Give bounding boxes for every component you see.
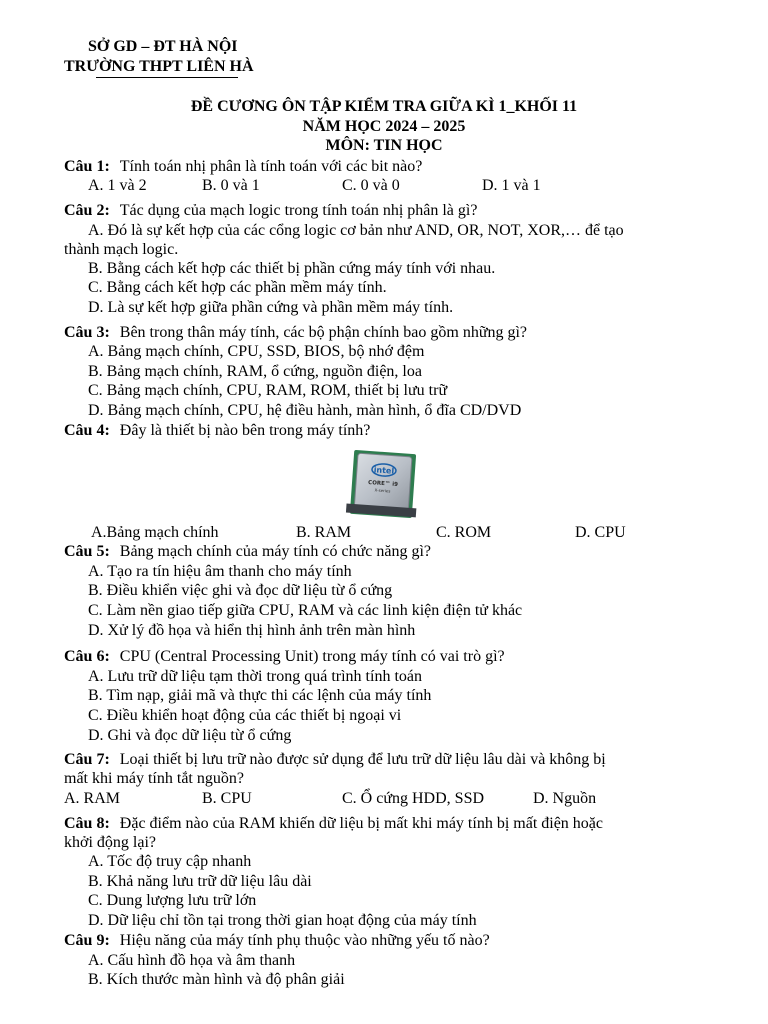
q6-option-d: D. Ghi và đọc dữ liệu từ ổ cứng [88,727,292,744]
question-number: Câu 7: [64,751,110,768]
q7-option-d: D. Nguồn [533,790,597,807]
question-number: Câu 5: [64,543,110,560]
question-5 [64,542,431,561]
department-name: SỞ GD – ĐT HÀ NỘI [88,38,238,55]
q2-option-a: A. Đó là sự kết hợp của các cổng logic cơ bản như AND, OR, NOT, XOR,… để tạo [88,222,624,239]
q1-option-a: A. 1 và 2 [88,177,147,194]
question-number: Câu 2: [64,202,110,219]
question-9 [64,931,490,950]
q8-option-b: B. Khả năng lưu trữ dữ liệu lâu dài [88,873,312,890]
q8-option-c: C. Dung lượng lưu trữ lớn [88,892,257,909]
q7-option-a: A. RAM [64,790,121,807]
cpu-chip-image [344,446,422,522]
question-number: Câu 6: [64,648,110,665]
subject: MÔN: TIN HỌC [325,137,443,154]
question-number: Câu 1: [64,158,110,175]
q7-text-cont: mất khi máy tính tắt nguồn? [64,770,244,787]
q3-option-d: D. Bảng mạch chính, CPU, hệ điều hành, màn hình, ổ đĩa CD/DVD [88,402,522,419]
question-text: Hiệu năng của máy tính phụ thuộc vào những yếu tố nào? [119,932,490,949]
chip-series: X-series [374,487,391,494]
question-text: Tính toán nhị phân là tính toán với các bit nào? [119,158,423,175]
q3-option-c: C. Bảng mạch chính, CPU, RAM, ROM, thiết bị lưu trữ [88,382,448,399]
cpu-chip-icon [344,446,422,522]
chip-brand: intel [373,465,395,476]
q9-option-a: A. Cấu hình đồ họa và âm thanh [88,952,296,969]
q1-option-b: B. 0 và 1 [202,177,260,194]
q2-option-c: C. Bằng cách kết hợp các phần mềm máy tính. [88,279,387,296]
chip-model: CORE™ i9 [367,479,399,489]
q4-option-b: B. RAM [296,524,352,541]
question-4 [64,421,370,440]
q1-option-d: D. 1 và 1 [482,177,541,194]
q1-option-c: C. 0 và 0 [342,177,400,194]
question-text: Tác dụng của mạch logic trong tính toán nhị phân là gì? [119,202,478,219]
q3-option-b: B. Bảng mạch chính, RAM, ổ cứng, nguồn điện, loa [88,363,422,380]
question-text: Bảng mạch chính của máy tính có chức năng gì? [119,543,432,560]
question-number: Câu 8: [64,815,110,832]
question-number: Câu 9: [64,932,110,949]
doc-title: ĐỀ CƯƠNG ÔN TẬP KIỂM TRA GIỮA KÌ 1_KHỐI 11 [190,98,578,115]
q8-option-d: D. Dữ liệu chỉ tồn tại trong thời gian hoạt động của máy tính [88,912,477,929]
q5-option-a: A. Tạo ra tín hiệu âm thanh cho máy tính [88,563,352,580]
q8-option-a: A. Tốc độ truy cập nhanh [88,853,252,870]
question-2 [64,201,477,220]
q5-option-b: B. Điều khiển việc ghi và đọc dữ liệu từ ổ cứng [88,582,393,599]
question-number: Câu 4: [64,422,110,439]
question-text: Đặc điểm nào của RAM khiến dữ liệu bị mất khi máy tính bị mất điện hoặc [119,815,604,832]
question-number: Câu 3: [64,324,110,341]
question-6 [64,647,505,666]
q4-option-d: D. CPU [575,524,626,541]
question-3 [64,323,527,342]
q7-option-b: B. CPU [202,790,252,807]
q8-text-cont: khởi động lại? [64,834,156,851]
q4-option-c: C. ROM [436,524,492,541]
q9-option-b: B. Kích thước màn hình và độ phân giải [88,971,345,988]
q2-option-d: D. Là sự kết hợp giữa phần cứng và phần mềm máy tính. [88,299,454,316]
question-7 [64,750,606,769]
question-1 [64,157,422,176]
question-text: Đây là thiết bị nào bên trong máy tính? [119,422,371,439]
q6-option-a: A. Lưu trữ dữ liệu tạm thời trong quá trình tính toán [88,668,422,685]
q2-option-b: B. Bằng cách kết hợp các thiết bị phần cứng máy tính với nhau. [88,260,496,277]
school-year: NĂM HỌC 2024 – 2025 [302,118,466,135]
q2-option-a-cont: thành mạch logic. [64,241,179,258]
question-text: Loại thiết bị lưu trữ nào được sử dụng để lưu trữ dữ liệu lâu dài và không bị [119,751,606,768]
header-underline [96,77,238,78]
q3-option-a: A. Bảng mạch chính, CPU, SSD, BIOS, bộ nhớ đệm [88,343,425,360]
q5-option-d: D. Xử lý đồ họa và hiển thị hình ảnh trên màn hình [88,622,416,639]
q5-option-c: C. Làm nền giao tiếp giữa CPU, RAM và các linh kiện điện tử khác [88,602,523,619]
q6-option-b: B. Tìm nạp, giải mã và thực thi các lệnh của máy tính [88,687,432,704]
question-text: CPU (Central Processing Unit) trong máy tính có vai trò gì? [119,648,505,665]
q4-option-a: A.Bảng mạch chính [91,524,219,541]
q6-option-c: C. Điều khiển hoạt động của các thiết bị ngoại vi [88,707,402,724]
question-text: Bên trong thân máy tính, các bộ phận chính bao gồm những gì? [119,324,528,341]
q7-option-c: C. Ổ cứng HDD, SSD [342,790,485,807]
school-name: TRƯỜNG THPT LIÊN HÀ [64,58,254,75]
question-8 [64,814,603,833]
